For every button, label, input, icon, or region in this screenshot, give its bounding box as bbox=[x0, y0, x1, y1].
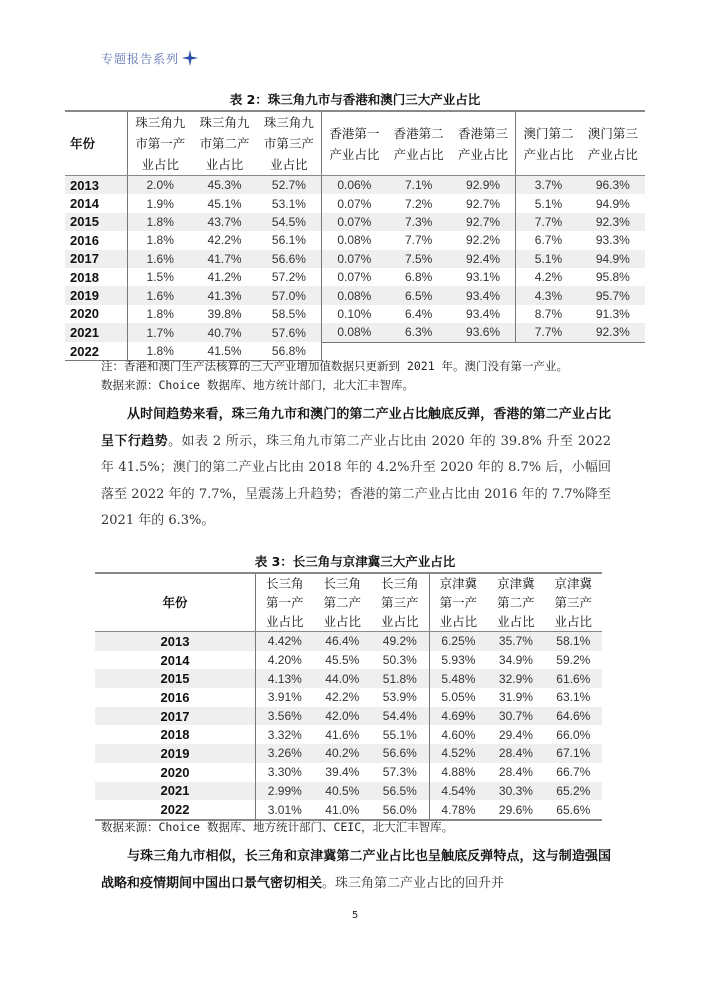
table2-caption: 表 2：珠三角九市与香港和澳门三大产业占比 bbox=[229, 92, 481, 107]
value-cell: 4.78% bbox=[429, 800, 487, 820]
value-cell: 93.4% bbox=[451, 286, 516, 304]
column-header bbox=[322, 111, 387, 176]
value-cell: 5.05% bbox=[429, 688, 487, 707]
value-cell: 6.25% bbox=[429, 632, 487, 651]
value-cell: 91.3% bbox=[595, 306, 630, 321]
page-number: 5 bbox=[351, 910, 359, 921]
header-line: 业占比 bbox=[439, 614, 478, 629]
value-cell: 57.2% bbox=[271, 270, 306, 285]
value-cell: 96.3% bbox=[581, 176, 645, 195]
value-cell: 2.99% bbox=[256, 782, 314, 801]
value-cell: 40.2% bbox=[314, 744, 371, 763]
year-cell: 2014 bbox=[70, 196, 99, 212]
header-line: 产业占比 bbox=[458, 146, 509, 162]
column-header-year bbox=[65, 111, 128, 176]
header-line: 产业占比 bbox=[523, 146, 574, 162]
table-row bbox=[65, 176, 645, 195]
header-line: 第一产 bbox=[266, 595, 304, 610]
value-cell: 1.6% bbox=[128, 286, 193, 304]
value-cell: 93.1% bbox=[466, 270, 501, 285]
value-cell: 44.0% bbox=[314, 669, 371, 688]
table-row bbox=[65, 286, 645, 304]
value-cell: 4.54% bbox=[429, 782, 487, 801]
table2-source: 数据来源：Choice 数据库、地方统计部门，北大汇丰智库。 bbox=[101, 378, 414, 392]
value-cell: 57.6% bbox=[257, 323, 322, 342]
header-line: 澳门第三 bbox=[587, 125, 638, 141]
value-cell: 7.3% bbox=[387, 213, 451, 231]
value-cell: 30.7% bbox=[487, 707, 544, 726]
value-cell: 65.2% bbox=[545, 782, 602, 801]
value-cell: 50.3% bbox=[382, 653, 417, 668]
value-cell: 51.8% bbox=[371, 669, 429, 688]
year-cell: 2015 bbox=[95, 669, 256, 688]
value-cell: 42.2% bbox=[325, 690, 360, 705]
value-cell: 29.6% bbox=[498, 802, 533, 817]
header-line: 长三角 bbox=[266, 576, 304, 591]
header-line: 业占比 bbox=[270, 157, 308, 172]
value-cell: 42.0% bbox=[314, 707, 371, 726]
year-cell: 2017 bbox=[95, 707, 256, 726]
value-cell: 57.0% bbox=[257, 286, 322, 304]
value-cell: 0.07% bbox=[322, 213, 387, 231]
value-cell: 1.9% bbox=[128, 194, 193, 212]
table-row bbox=[95, 744, 602, 763]
column-header bbox=[256, 573, 314, 632]
header-line: 第一产 bbox=[439, 595, 478, 610]
value-cell: 41.7% bbox=[192, 250, 256, 268]
value-cell: 5.48% bbox=[429, 669, 487, 688]
header-line: 市第一产 bbox=[135, 136, 186, 151]
paragraph-1-text: 。如表 2 所示，珠三角九市第二产业占比由 2020 年的 39.8% 升至 2022 年 41.5%；澳门的第二产业占比由 2018 年的 4.2%升至 2020 年的 8.7% 后，小幅回落至 2022 年的 7.7%，呈震荡上升趋势；香港的第二产业占比由 2016 年的 7.7%降至 2021 年的 6.3%。 bbox=[101, 433, 611, 528]
header-line: 业占比 bbox=[205, 157, 244, 172]
value-cell: 3.26% bbox=[256, 744, 314, 763]
value-cell: 64.6% bbox=[545, 707, 602, 726]
table3-caption: 表 3：长三角与京津冀三大产业占比 bbox=[254, 554, 456, 569]
value-cell: 42.2% bbox=[207, 233, 242, 248]
header-line: 澳门第二 bbox=[523, 125, 574, 141]
table-row bbox=[95, 688, 602, 707]
value-cell: 5.93% bbox=[429, 651, 487, 670]
value-cell: 45.3% bbox=[192, 176, 256, 195]
header-line: 香港第三 bbox=[458, 125, 509, 141]
value-cell: 6.7% bbox=[516, 231, 581, 249]
value-cell: 6.3% bbox=[387, 323, 451, 342]
value-cell: 92.2% bbox=[466, 233, 501, 248]
year-cell: 2022 bbox=[65, 342, 128, 361]
header-line: 京津冀 bbox=[497, 576, 535, 591]
value-cell: 34.9% bbox=[498, 653, 533, 668]
header-line: 业占比 bbox=[554, 614, 593, 629]
value-cell: 7.5% bbox=[387, 250, 451, 268]
value-cell: 4.20% bbox=[256, 651, 314, 670]
header-line: 业占比 bbox=[141, 157, 179, 172]
value-cell: 93.6% bbox=[451, 323, 516, 342]
value-cell: 29.4% bbox=[498, 727, 533, 742]
value-cell: 93.4% bbox=[466, 306, 501, 321]
value-cell: 0.08% bbox=[322, 231, 387, 249]
header-line: 产业占比 bbox=[329, 146, 380, 162]
report-series-header bbox=[101, 49, 199, 67]
paragraph-2-text: 。珠三角第二产业占比的回升并 bbox=[322, 875, 505, 891]
column-header bbox=[451, 111, 516, 176]
value-cell: 0.08% bbox=[322, 286, 387, 304]
year-cell: 2016 bbox=[70, 232, 99, 248]
value-cell: 3.91% bbox=[256, 688, 314, 707]
value-cell: 4.13% bbox=[256, 669, 314, 688]
header-line: 年份 bbox=[162, 595, 188, 610]
value-cell: 54.5% bbox=[257, 213, 322, 231]
value-cell: 32.9% bbox=[487, 669, 544, 688]
table-row bbox=[95, 707, 602, 726]
value-cell: 94.9% bbox=[581, 250, 645, 268]
year-cell: 2017 bbox=[65, 250, 128, 268]
table2 bbox=[65, 110, 645, 361]
year-cell: 2021 bbox=[65, 323, 128, 342]
value-cell: 0.10% bbox=[322, 305, 387, 323]
value-cell: 41.5% bbox=[192, 342, 256, 361]
value-cell: 63.1% bbox=[556, 690, 591, 705]
value-cell: 0.08% bbox=[322, 323, 387, 342]
value-cell: 61.6% bbox=[545, 669, 602, 688]
paragraph-2-bold: 与珠三角九市相似，长三角和京津冀第二产业占比也呈触底反弹特点，这与制造强国战略和疫情期间中国出口景气密切相关 bbox=[101, 849, 611, 891]
year-cell: 2020 bbox=[70, 306, 99, 322]
value-cell: 3.01% bbox=[256, 800, 314, 820]
value-cell: 4.42% bbox=[256, 632, 314, 651]
paragraph-2 bbox=[101, 844, 611, 897]
value-cell: 30.3% bbox=[487, 782, 544, 801]
value-cell: 56.0% bbox=[382, 802, 417, 817]
header-line: 业占比 bbox=[323, 614, 362, 629]
table-row bbox=[65, 250, 645, 268]
value-cell: 92.4% bbox=[451, 250, 516, 268]
value-cell: 66.7% bbox=[556, 765, 591, 780]
value-cell: 7.1% bbox=[387, 176, 451, 195]
value-cell: 1.5% bbox=[128, 268, 193, 286]
table3 bbox=[95, 572, 602, 821]
year-cell: 2015 bbox=[65, 213, 128, 231]
column-header bbox=[257, 111, 322, 176]
value-cell: 67.1% bbox=[545, 744, 602, 763]
value-cell: 53.1% bbox=[271, 196, 306, 211]
value-cell: 59.2% bbox=[556, 653, 591, 668]
value-cell: 5.1% bbox=[516, 194, 581, 212]
value-cell: 4.2% bbox=[516, 268, 581, 286]
year-cell: 2022 bbox=[160, 802, 190, 818]
table-row bbox=[95, 632, 602, 651]
column-header bbox=[371, 573, 429, 632]
header-line: 长三角 bbox=[381, 576, 419, 591]
value-cell: 57.3% bbox=[382, 765, 417, 780]
header-line: 产业占比 bbox=[587, 146, 638, 162]
value-cell: 4.52% bbox=[429, 744, 487, 763]
value-cell: 65.6% bbox=[556, 802, 591, 817]
paragraph-1 bbox=[101, 402, 611, 535]
value-cell: 46.4% bbox=[314, 632, 371, 651]
value-cell: 28.4% bbox=[487, 744, 544, 763]
value-cell: 31.9% bbox=[498, 690, 533, 705]
value-cell: 4.88% bbox=[429, 763, 487, 782]
value-cell: 41.0% bbox=[325, 802, 360, 817]
value-cell: 1.8% bbox=[128, 305, 193, 323]
header-line: 香港第二 bbox=[393, 125, 444, 141]
value-cell: 4.3% bbox=[516, 286, 581, 304]
value-cell: 56.8% bbox=[257, 342, 322, 361]
table-row bbox=[65, 268, 645, 286]
value-cell: 43.7% bbox=[192, 213, 256, 231]
header-line: 市第三产 bbox=[263, 136, 314, 151]
value-cell: 6.4% bbox=[405, 306, 433, 321]
header-line: 珠三角九 bbox=[135, 115, 186, 130]
value-cell: 56.6% bbox=[371, 744, 429, 763]
table-row bbox=[95, 763, 602, 782]
value-cell: 55.1% bbox=[382, 727, 417, 742]
value-cell: 56.5% bbox=[371, 782, 429, 801]
value-cell: 95.8% bbox=[595, 270, 630, 285]
series-label: 专题报告系列 bbox=[101, 51, 180, 66]
year-cell: 2018 bbox=[70, 269, 99, 285]
value-cell: 0.06% bbox=[322, 176, 387, 195]
value-cell: 92.7% bbox=[466, 196, 501, 211]
header-line: 京津冀 bbox=[554, 576, 593, 591]
column-header bbox=[545, 573, 602, 632]
table-row bbox=[95, 669, 602, 688]
value-cell: 92.7% bbox=[451, 213, 516, 231]
year-cell: 2013 bbox=[65, 176, 128, 195]
header-line: 市第二产 bbox=[199, 136, 250, 151]
value-cell: 52.7% bbox=[257, 176, 322, 195]
value-cell: 92.9% bbox=[451, 176, 516, 195]
value-cell: 0.07% bbox=[322, 268, 387, 286]
header-line: 第二产 bbox=[323, 595, 362, 610]
year-cell: 2021 bbox=[95, 782, 256, 801]
value-cell: 35.7% bbox=[487, 632, 544, 651]
header-line: 业占比 bbox=[497, 614, 535, 629]
value-cell: 41.3% bbox=[192, 286, 256, 304]
year-cell: 2018 bbox=[160, 727, 190, 743]
year-cell: 2013 bbox=[95, 632, 256, 651]
column-header bbox=[128, 111, 193, 176]
value-cell: 56.1% bbox=[271, 233, 306, 248]
value-cell: 95.7% bbox=[581, 286, 645, 304]
value-cell: 4.60% bbox=[429, 725, 487, 744]
year-cell: 2019 bbox=[95, 744, 256, 763]
header-line: 珠三角九 bbox=[199, 115, 250, 130]
table-row bbox=[95, 800, 602, 820]
value-cell: 41.2% bbox=[207, 270, 242, 285]
value-cell: 56.6% bbox=[257, 250, 322, 268]
table-row bbox=[65, 231, 645, 249]
value-cell: 49.2% bbox=[371, 632, 429, 651]
value-cell: 7.7% bbox=[405, 233, 433, 248]
year-cell: 2016 bbox=[160, 689, 190, 705]
column-header bbox=[581, 111, 645, 176]
column-header-year bbox=[95, 573, 256, 632]
value-cell: 8.7% bbox=[516, 305, 581, 323]
table-row bbox=[95, 782, 602, 801]
value-cell: 6.8% bbox=[405, 270, 433, 285]
value-cell: 40.7% bbox=[192, 323, 256, 342]
table2-note: 注：香港和澳门生产法核算的三大产业增加值数据只更新到 2021 年。澳门没有第一产业。 bbox=[101, 359, 569, 373]
value-cell bbox=[581, 342, 645, 361]
value-cell: 58.1% bbox=[545, 632, 602, 651]
value-cell: 4.69% bbox=[429, 707, 487, 726]
value-cell: 6.5% bbox=[387, 286, 451, 304]
value-cell: 54.4% bbox=[371, 707, 429, 726]
value-cell: 66.0% bbox=[556, 727, 591, 742]
table-row bbox=[65, 323, 645, 342]
column-header bbox=[487, 573, 544, 632]
value-cell: 1.8% bbox=[128, 231, 193, 249]
value-cell: 93.3% bbox=[595, 233, 630, 248]
table-row bbox=[65, 194, 645, 212]
value-cell: 94.9% bbox=[595, 196, 630, 211]
value-cell: 3.56% bbox=[256, 707, 314, 726]
value-cell: 7.7% bbox=[516, 323, 581, 342]
table-row bbox=[65, 305, 645, 323]
value-cell: 41.6% bbox=[325, 727, 360, 742]
value-cell: 1.7% bbox=[128, 323, 193, 342]
header-line: 第三产 bbox=[381, 595, 419, 610]
value-cell: 39.4% bbox=[325, 765, 360, 780]
header-line: 长三角 bbox=[323, 576, 362, 591]
value-cell: 1.6% bbox=[128, 250, 193, 268]
value-cell: 28.4% bbox=[498, 765, 533, 780]
value-cell: 7.7% bbox=[516, 213, 581, 231]
value-cell: 2.0% bbox=[128, 176, 193, 195]
paragraph-1-bold: 从时间趋势来看，珠三角九市和澳门的第二产业占比触底反弹，香港的第二产业占比呈下行趋势 bbox=[101, 407, 611, 449]
column-header bbox=[516, 111, 581, 176]
value-cell: 5.1% bbox=[516, 250, 581, 268]
value-cell: 40.5% bbox=[314, 782, 371, 801]
value-cell: 3.7% bbox=[516, 176, 581, 195]
table3-source: 数据来源：Choice 数据库、地方统计部门、CEIC，北大汇丰智库。 bbox=[101, 820, 454, 834]
value-cell: 53.9% bbox=[382, 690, 417, 705]
value-cell: 92.3% bbox=[581, 323, 645, 342]
header-line: 产业占比 bbox=[393, 146, 444, 162]
column-header bbox=[387, 111, 451, 176]
header-line: 香港第一 bbox=[329, 125, 380, 141]
year-cell: 2019 bbox=[65, 286, 128, 304]
header-line: 业占比 bbox=[266, 614, 304, 629]
value-cell: 1.8% bbox=[128, 342, 193, 361]
value-cell: 0.07% bbox=[322, 194, 387, 212]
value-cell: 3.32% bbox=[256, 725, 314, 744]
table-row bbox=[65, 213, 645, 231]
value-cell: 7.2% bbox=[405, 196, 433, 211]
column-header bbox=[429, 573, 487, 632]
value-cell: 39.8% bbox=[207, 306, 242, 321]
value-cell: 58.5% bbox=[271, 306, 306, 321]
value-cell: 0.07% bbox=[322, 250, 387, 268]
year-cell: 2014 bbox=[160, 652, 190, 668]
value-cell: 45.5% bbox=[325, 653, 360, 668]
column-header bbox=[192, 111, 256, 176]
table-row bbox=[95, 651, 602, 670]
year-cell: 2020 bbox=[160, 764, 190, 780]
value-cell: 92.3% bbox=[581, 213, 645, 231]
header-line: 业占比 bbox=[381, 614, 419, 629]
header-line: 京津冀 bbox=[439, 576, 478, 591]
value-cell: 45.1% bbox=[207, 196, 242, 211]
header-line: 珠三角九 bbox=[263, 115, 314, 130]
four-point-star-icon bbox=[181, 49, 199, 67]
value-cell: 3.30% bbox=[256, 763, 314, 782]
header-line: 年份 bbox=[70, 136, 96, 151]
table-row bbox=[95, 725, 602, 744]
column-header bbox=[314, 573, 371, 632]
header-line: 第三产 bbox=[554, 595, 593, 610]
value-cell: 1.8% bbox=[128, 213, 193, 231]
header-line: 第二产 bbox=[497, 595, 535, 610]
